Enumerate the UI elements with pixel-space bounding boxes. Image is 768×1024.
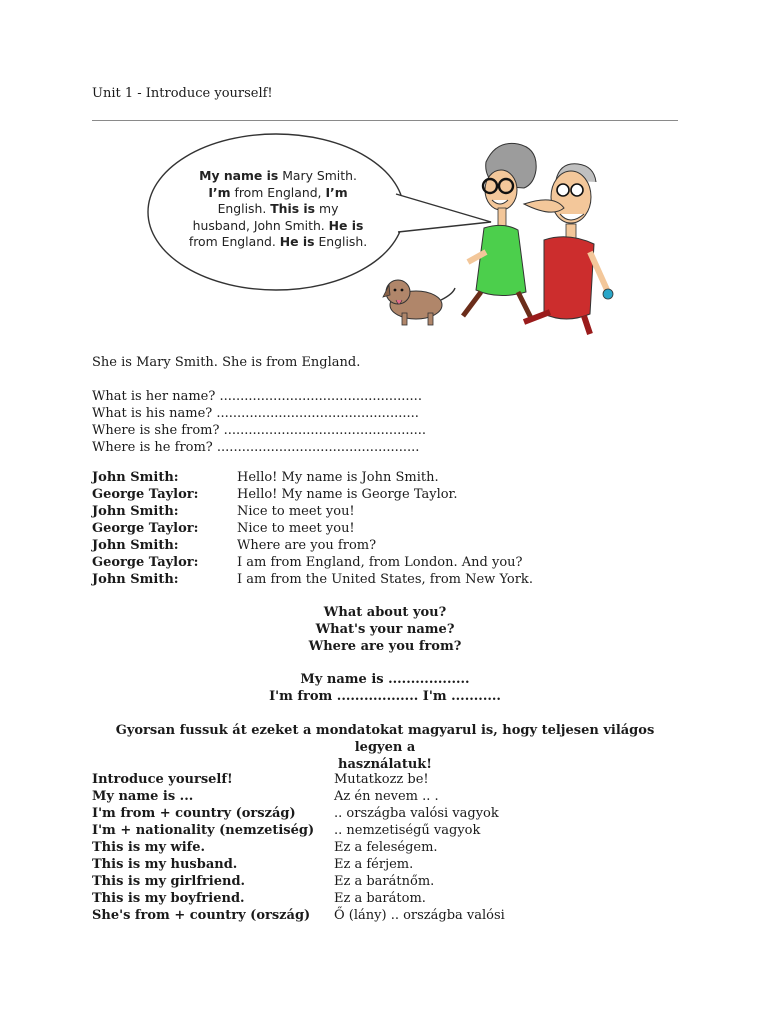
hungarian-phrase: Ez a férjem. [334,857,414,872]
hungarian-phrase: .. nemzetiségű vagyok [334,823,481,838]
speaker: John Smith: [92,572,179,587]
line: Nice to meet you! [237,504,355,519]
vocab-row [92,856,505,873]
line: Where are you from? [237,538,377,553]
bubble-text-part: English. [217,201,271,216]
dialogue-block [92,469,533,588]
line: Nice to meet you! [237,521,355,536]
bubble-text-part: from England. [188,234,280,249]
vocab-row [92,822,505,839]
speaker: George Taylor: [92,555,199,570]
about-you-line: Where are you from? [308,639,462,654]
english-phrase: This is my boyfriend. [92,891,245,906]
bubble-text-part: from England, [230,184,326,200]
bubble-text-part: English. [314,234,368,249]
english-phrase: This is my girlfriend. [92,874,246,889]
question-item: What is his name? ................................................. [92,406,419,421]
english-phrase: I'm + nationality (nemzetiség) [92,823,315,838]
english-phrase: This is my husband. [92,857,238,872]
dialogue-row [92,537,533,554]
line: Hello! My name is John Smith. [237,470,439,485]
vocab-row [92,805,505,822]
fill-in-line: My name is .................. [300,672,470,687]
dialogue-row [92,503,533,520]
vocab-row [92,788,505,805]
bubble-text-part: Mary Smith. [278,168,357,183]
intro-sentence: She is Mary Smith. She is from England. [92,355,361,370]
speaker: George Taylor: [92,521,199,536]
page-title: Unit 1 - Introduce yourself! [92,86,273,101]
dialogue-row [92,469,533,486]
question-item: Where is he from? ................................................. [92,440,420,455]
line: I am from the United States, from New York. [237,572,533,587]
bubble-bold: My name is [199,168,279,183]
bubble-bold: This is [270,201,316,216]
speaker: John Smith: [92,470,179,485]
hungarian-phrase: Mutatkozz be! [334,772,429,787]
line: I am from England, from London. And you? [237,555,523,570]
english-phrase: Introduce yourself! [92,772,233,787]
english-phrase: She's from + country (ország) [92,908,311,923]
man-figure [524,164,613,334]
question-item: What is her name? ................................................. [92,389,422,404]
english-phrase: My name is ... [92,789,194,804]
vocab-row [92,771,505,788]
bubble-bold: He is [328,217,364,233]
bubble-bold: I’m [208,184,231,200]
hungarian-phrase: Az én nevem .. . [334,789,439,804]
english-phrase: I'm from + country (ország) [92,806,296,821]
bubble-bold: He is [279,234,315,249]
hungarian-phrase: Ez a barátom. [334,891,426,906]
line: Hello! My name is George Taylor. [237,487,458,502]
vocab-row [92,839,505,856]
about-you-line: What's your name? [315,622,455,637]
dialogue-row [92,486,533,503]
vocab-row [92,890,505,907]
speech-bubble-text [188,168,368,251]
question-item: Where is she from? ................................................. [92,423,427,438]
hungarian-phrase: Ez a feleségem. [334,840,438,855]
bubble-text-part: my husband, John Smith. [192,201,339,233]
dog-icon [383,280,455,325]
vocab-row [92,907,505,924]
question-list [92,388,426,456]
instruction-line: használatuk! [338,757,432,772]
dialogue-row [92,571,533,588]
about-you-line: What about you? [323,605,447,620]
fill-in-line: I'm from .................. I'm ........... [269,689,501,704]
english-phrase: This is my wife. [92,840,206,855]
bubble-bold: I’m [325,184,348,200]
hungarian-phrase: Ő (lány) .. országba valósi [334,908,505,923]
speaker: John Smith: [92,538,179,553]
vocab-row [92,873,505,890]
fill-in-block [92,671,678,705]
hungarian-phrase: Ez a barátnőm. [334,874,435,889]
dialogue-row [92,554,533,571]
woman-figure [463,143,536,320]
instruction-line: Gyorsan fussuk át ezeket a mondatokat magyarul is, hogy teljesen világos legyen a [115,723,655,755]
about-you-block [92,604,678,655]
vocabulary-table [92,771,505,924]
horizontal-rule [92,120,678,121]
speaker: George Taylor: [92,487,199,502]
instruction-block [92,722,678,773]
speaker: John Smith: [92,504,179,519]
dialogue-row [92,520,533,537]
hungarian-phrase: .. országba valósi vagyok [334,806,499,821]
